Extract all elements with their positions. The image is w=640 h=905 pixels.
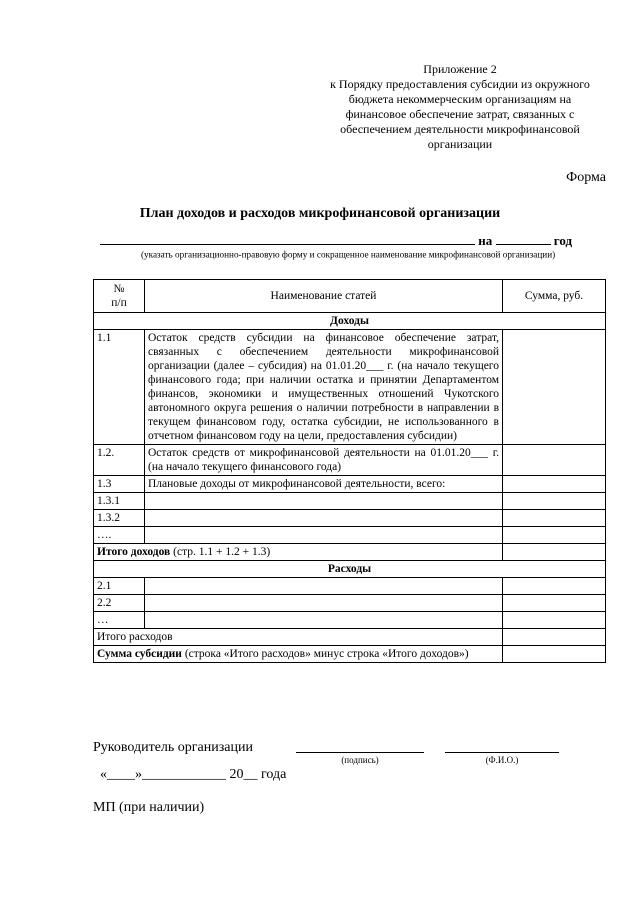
year-blank[interactable]: [496, 232, 551, 245]
amount-cell[interactable]: [503, 646, 606, 663]
appendix-line: Приложение 2: [423, 62, 497, 76]
table-row: [94, 612, 606, 629]
date-line: «____»____________ 20__ года: [100, 767, 287, 782]
amount-cell[interactable]: [503, 330, 606, 445]
subsidy-bold: Сумма субсидии: [97, 648, 182, 660]
amount-cell[interactable]: [503, 629, 606, 646]
subsidy-formula: (строка «Итого расходов» минус строка «Итого доходов»): [181, 648, 469, 660]
header-number: [94, 280, 145, 313]
income-total-label: [94, 544, 503, 561]
amount-cell[interactable]: [503, 476, 606, 493]
row-number: 2.2: [94, 595, 145, 612]
row-number: ….: [94, 527, 145, 544]
head-of-organization-label: Руководитель организации: [93, 740, 253, 755]
organization-name-blank[interactable]: [100, 232, 475, 245]
row-text: Остаток средств субсидии на финансовое обеспечение затрат, связанных с обеспечением деятельности микрофинансовой организации (далее – субсидия) на 01.01.20___ г. (на начало текущего финансового года; при наличии остатка и принятии Департаментом финансов, экономики и имущественных отношений Чукотского автономного округа решения о наличии потребности в направлении в текущем финансовом году, остатка субсидии, не использованного в отчетном финансовом году на цели, предоставления субсидии): [145, 330, 503, 445]
organization-line: [100, 232, 572, 249]
row-number: 1.3: [94, 476, 145, 493]
row-text: Остаток средств от микрофинансовой деятельности на 01.01.20___ г. (на начало текущего финансового года): [145, 445, 503, 476]
row-number: 1.1: [94, 330, 145, 445]
table-row: [94, 445, 606, 476]
signature-line[interactable]: [296, 752, 424, 753]
table-row: [94, 527, 606, 544]
income-expense-table: [93, 279, 606, 663]
amount-cell[interactable]: [503, 527, 606, 544]
income-total-formula: (стр. 1.1 + 1.2 + 1.3): [170, 546, 271, 558]
amount-cell[interactable]: [503, 595, 606, 612]
amount-cell[interactable]: [503, 578, 606, 595]
table-row: [94, 578, 606, 595]
header-item-name: Наименование статей: [145, 280, 503, 313]
form-label: Форма: [566, 170, 606, 185]
table-row: [94, 476, 606, 493]
appendix-line: обеспечением деятельности микрофинансовой: [340, 122, 580, 136]
amount-cell[interactable]: [503, 510, 606, 527]
full-name-line[interactable]: [445, 752, 559, 753]
appendix-line: финансовое обеспечение затрат, связанных с: [345, 107, 575, 121]
stamp-label: МП (при наличии): [93, 800, 205, 815]
row-text[interactable]: [145, 612, 503, 629]
expense-total-row: [94, 629, 606, 646]
table-header-row: [94, 280, 606, 313]
expense-section-header: Расходы: [94, 561, 606, 578]
table-row: [94, 595, 606, 612]
row-text: Плановые доходы от микрофинансовой деятельности, всего:: [145, 476, 503, 493]
row-number: 1.2.: [94, 445, 145, 476]
appendix-line: бюджета некоммерческим организациям на: [348, 92, 572, 106]
header-amount: Сумма, руб.: [503, 280, 606, 313]
row-number: 2.1: [94, 578, 145, 595]
table-row: [94, 510, 606, 527]
expense-total-label: Итого расходов: [94, 629, 503, 646]
amount-cell[interactable]: [503, 493, 606, 510]
appendix-line: к Порядку предоставления субсидии из окружного: [330, 77, 590, 91]
appendix-block: [300, 62, 620, 152]
row-text[interactable]: [145, 578, 503, 595]
row-number: 1.3.2: [94, 510, 145, 527]
amount-cell[interactable]: [503, 445, 606, 476]
appendix-line: организации: [427, 137, 493, 151]
row-text[interactable]: [145, 493, 503, 510]
row-number: …: [94, 612, 145, 629]
row-number: 1.3.1: [94, 493, 145, 510]
income-section-header: Доходы: [94, 313, 606, 330]
organization-hint: (указать организационно-правовую форму и сокращенное наименование микрофинансовой организации): [140, 250, 556, 261]
document-title: План доходов и расходов микрофинансовой организации: [139, 206, 501, 221]
header-number-text: № п/п: [111, 283, 127, 309]
amount-cell[interactable]: [503, 612, 606, 629]
row-text[interactable]: [145, 595, 503, 612]
income-total-row: [94, 544, 606, 561]
signature-caption: (подпись): [341, 755, 379, 765]
year-prefix: на: [478, 233, 493, 248]
amount-cell[interactable]: [503, 544, 606, 561]
row-text[interactable]: [145, 510, 503, 527]
subsidy-label: [94, 646, 503, 663]
table-row: [94, 330, 606, 445]
row-text[interactable]: [145, 527, 503, 544]
year-suffix: год: [553, 233, 573, 248]
income-total-bold: Итого доходов: [97, 546, 171, 558]
subsidy-row: [94, 646, 606, 663]
table-row: [94, 493, 606, 510]
full-name-caption: (Ф.И.О.): [485, 755, 519, 765]
